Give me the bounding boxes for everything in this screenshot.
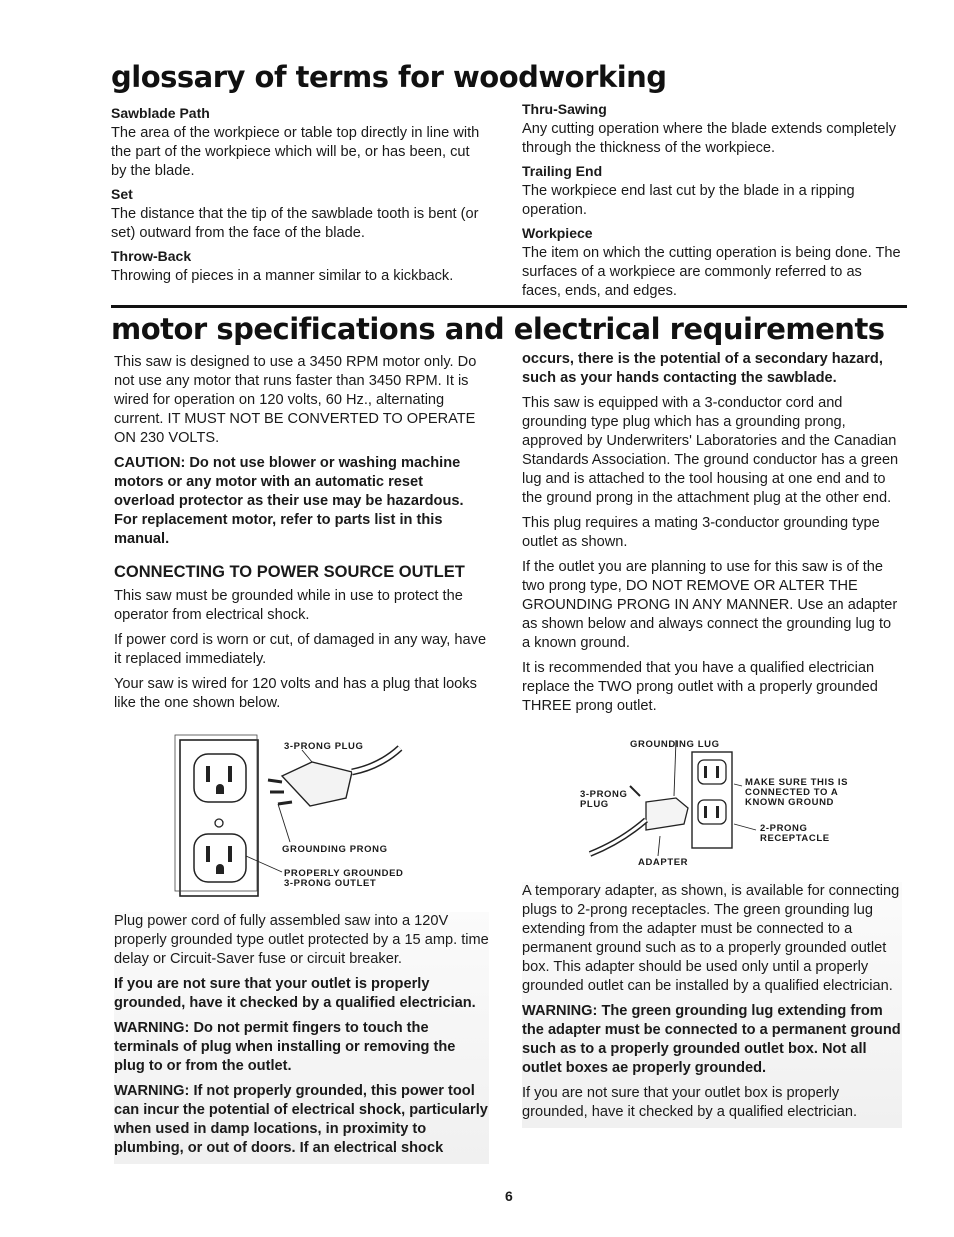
figure-label-three-prong-plug: 3-PRONG PLUG	[580, 789, 628, 810]
glossary-left-column	[111, 104, 486, 290]
motor-left-column-bottom	[114, 912, 489, 1164]
glossary-definition: The workpiece end last cut by the blade in a ripping operation.	[522, 183, 855, 218]
glossary-definition: The area of the workpiece or table top directly in line with the part of the workpiece which will be, or has been, cut by the blade.	[111, 125, 480, 179]
paragraph: This plug requires a mating 3-conductor grounding type outlet as shown.	[522, 515, 880, 550]
glossary-term: Workpiece	[522, 225, 593, 241]
warning-paragraph: WARNING: If not properly grounded, this power tool can incur the potential of electrical shock, particularly when used in damp locations, in proximity to plumbing, or out of doors. If an electrical shock	[114, 1083, 488, 1156]
motor-right-column-bottom	[522, 882, 902, 1128]
warning-paragraph: WARNING: The green grounding lug extending from the adapter must be connected to a permanent ground such as to a properly grounded outlet box. Not all outlet boxes ae properly grounded.	[522, 1003, 901, 1076]
glossary-title: glossary of terms for woodworking	[111, 60, 667, 94]
figure-label-grounding-lug: GROUNDING LUG	[630, 739, 720, 750]
paragraph-bold: occurs, there is the potential of a secondary hazard, such as your hands contacting the sawblade.	[522, 351, 883, 386]
paragraph: If you are not sure that your outlet box is properly grounded, have it checked by a qualified electrician.	[522, 1085, 858, 1120]
paragraph: This saw is designed to use a 3450 RPM motor only. Do not use any motor that runs faster than 3450 RPM. It is wired for operation on 120 volts, 60 Hz., alternating current. IT MUST NOT BE CONVERTED TO OPERATE ON 230 VOLTS.	[114, 354, 477, 446]
figure-label-plug: 3-PRONG PLUG	[284, 741, 364, 752]
figure-label-adapter: ADAPTER	[638, 857, 689, 868]
glossary-term: Sawblade Path	[111, 105, 210, 121]
paragraph: A temporary adapter, as shown, is available for connecting plugs to 2-prong receptacles. The green grounding lug extending from the adapter must be connected to a permanent ground such as to a properly grounded outlet box. This adapter should be used only until a properly grounded outlet can be installed by a qualified electrician.	[522, 883, 900, 994]
glossary-right-column	[522, 100, 902, 305]
figure-label-known-ground: MAKE SURE THIS IS CONNECTED TO A KNOWN GROUND	[745, 777, 849, 808]
paragraph: Plug power cord of fully assembled saw into a 120V properly grounded type outlet protected by a 15 amp. time delay or Circuit-Saver fuse or circuit breaker.	[114, 913, 489, 967]
adapter-figure	[580, 736, 880, 876]
section-divider	[111, 305, 907, 308]
glossary-definition: Any cutting operation where the blade extends completely through the thickness of the workpiece.	[522, 121, 896, 156]
motor-section-title: motor specifications and electrical requirements	[111, 312, 885, 346]
glossary-term: Trailing End	[522, 163, 603, 179]
three-prong-outlet-figure	[172, 730, 472, 900]
glossary-definition: Throwing of pieces in a manner similar to a kickback.	[111, 268, 454, 284]
figure-label-grounding-prong: GROUNDING PRONG	[282, 844, 388, 855]
figure-label-outlet: PROPERLY GROUNDED 3-PRONG OUTLET	[284, 868, 404, 889]
page-number: 6	[505, 1188, 513, 1204]
caution-paragraph: CAUTION: Do not use blower or washing machine motors or any motor with an automatic reset overload protector as their use may be hazardous. For replacement motor, refer to parts list in this manual.	[114, 455, 464, 547]
glossary-term: Thru-Sawing	[522, 101, 607, 117]
paragraph: This saw is equipped with a 3-conductor cord and grounding type plug which has a grounding prong, approved by Underwriters' Laboratories and the Canadian Standards Association. The ground conductor has a green lug and is attached to the tool housing at one end and to the ground prong in the attachment plug at the other end.	[522, 395, 899, 506]
glossary-term: Throw-Back	[111, 248, 192, 264]
paragraph-bold: If you are not sure that your outlet is properly grounded, have it checked by a qualified electrician.	[114, 976, 476, 1011]
figure-label-two-prong-receptacle: 2-PRONG RECEPTACLE	[760, 823, 830, 844]
paragraph: Your saw is wired for 120 volts and has a plug that looks like the one shown below.	[114, 676, 477, 711]
paragraph: It is recommended that you have a qualified electrician replace the TWO prong outlet with a properly grounded THREE prong outlet.	[522, 660, 878, 714]
glossary-term: Set	[111, 186, 133, 202]
glossary-definition: The item on which the cutting operation is being done. The surfaces of a workpiece are commonly referred to as faces, ends, and edges.	[522, 245, 901, 299]
motor-right-column-top	[522, 350, 900, 722]
warning-paragraph: WARNING: Do not permit fingers to touch the terminals of plug when installing or removing the plug to or from the outlet.	[114, 1020, 456, 1074]
section-heading: CONNECTING TO POWER SOURCE OUTLET	[114, 563, 465, 581]
glossary-definition: The distance that the tip of the sawblade tooth is bent (or set) outward from the face of the blade.	[111, 206, 479, 241]
paragraph: This saw must be grounded while in use to protect the operator from electrical shock.	[114, 588, 463, 623]
paragraph: If power cord is worn or cut, of damaged in any way, have it replaced immediately.	[114, 632, 487, 667]
motor-left-column-top	[114, 353, 487, 719]
paragraph: If the outlet you are planning to use for this saw is of the two prong type, DO NOT REMOVE OR ALTER THE GROUNDING PRONG IN ANY MANNER. Use an adapter as shown below and always connect the grounding lug to a known ground.	[522, 559, 898, 651]
